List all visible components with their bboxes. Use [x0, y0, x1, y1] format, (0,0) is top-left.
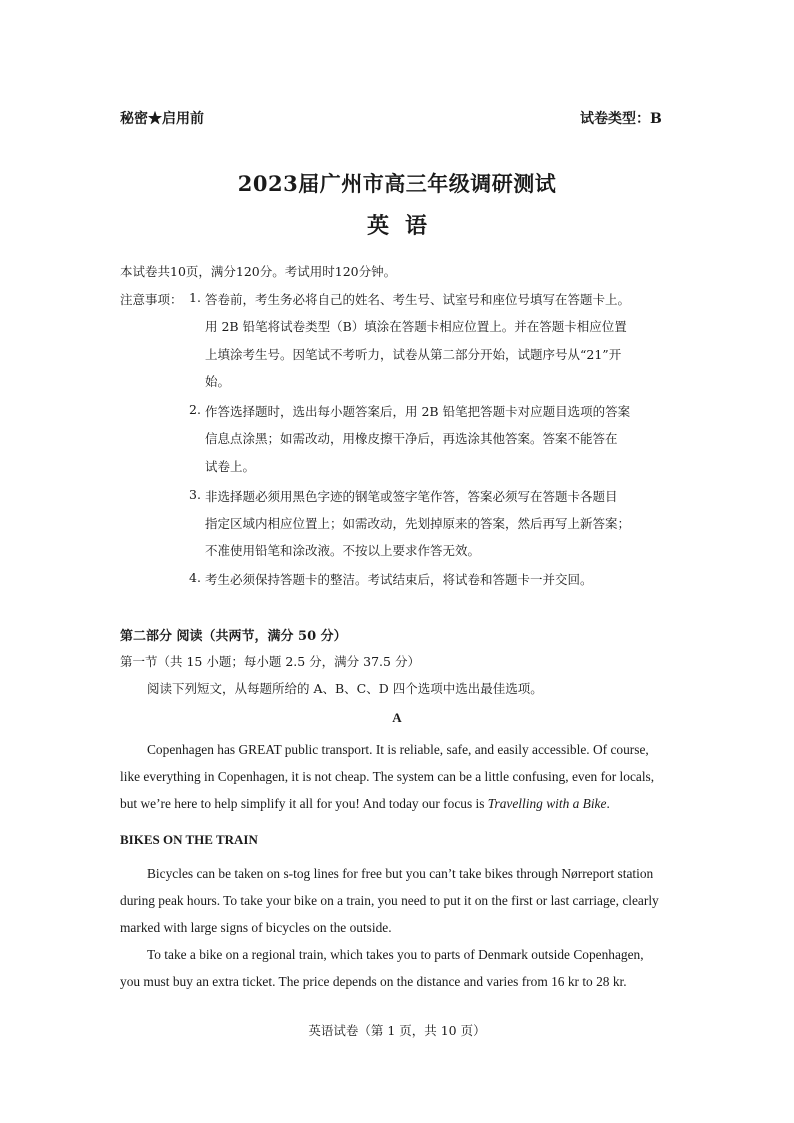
notice-line: 指定区域内相应位置上；如需改动，先划掉原来的答案，然后再写上新答案；	[205, 516, 631, 531]
italic-focus-text: Travelling with a Bike	[487, 796, 607, 811]
notice-line: 答卷前，考生务必将自己的姓名、考生号、试室号和座位号填写在答题卡上。	[205, 292, 631, 307]
reading-instruction: 阅读下列短文，从每题所给的 A、B、C、D 四个选项中选出最佳选项。	[147, 681, 543, 696]
paper-type-label: 试卷类型：B	[580, 111, 662, 127]
passage-line: you must buy an extra ticket. The price depends on the distance and varies from 16 kr to 28 kr.	[120, 974, 627, 989]
notice-line: 信息点涂黑；如需改动，用橡皮擦干净后，再选涂其他答案。答案不能答在	[205, 431, 618, 446]
notice-line: 试卷上。	[205, 459, 256, 474]
subject-title: 英语	[366, 213, 443, 239]
confidential-label: 秘密★启用前	[120, 111, 204, 127]
passage-letter: A	[392, 710, 402, 725]
part2-heading: 第二部分 阅读（共两节，满分 50 分）	[120, 629, 347, 644]
passage-subheading: BIKES ON THE TRAIN	[120, 832, 258, 847]
passage-line: Bicycles can be taken on s-tog lines for free but you can’t take bikes through Nørreport station	[147, 866, 654, 881]
notice-item-number: 2.	[189, 402, 201, 417]
passage-line: like everything in Copenhagen, it is not cheap. The system can be a little confusing, even for locals,	[120, 769, 655, 784]
section1-heading: 第一节（共 15 小题；每小题 2.5 分，满分 37.5 分）	[120, 654, 420, 669]
notice-line: 不准使用铅笔和涂改液。不按以上要求作答无效。	[205, 543, 481, 558]
notice-line: 用 2B 铅笔将试卷类型（B）填涂在答题卡相应位置上。并在答题卡相应位置	[205, 319, 627, 334]
notice-label: 注意事项：	[120, 292, 183, 307]
notice-line: 非选择题必须用黑色字迹的钢笔或签字笔作答，答案必须写在答题卡各题目	[205, 489, 618, 504]
passage-line: but we’re here to help simplify it all for you! And today our focus is Travelling with a Bike.	[120, 796, 610, 811]
page-title: 2023届广州市高三年级调研测试	[237, 171, 557, 196]
page-footer: 英语试卷（第 1 页，共 10 页）	[308, 1023, 486, 1038]
notice-item-number: 4.	[189, 570, 201, 585]
passage-line: marked with large signs of bicycles on the outside.	[120, 920, 392, 935]
notice-line: 考生必须保持答题卡的整洁。考试结束后，将试卷和答题卡一并交回。	[205, 572, 593, 587]
passage-line: To take a bike on a regional train, which takes you to parts of Denmark outside Copenhagen,	[147, 947, 644, 962]
notice-item-number: 3.	[189, 487, 201, 502]
notice-item-number: 1.	[189, 290, 201, 305]
notice-line: 始。	[205, 374, 231, 389]
passage-line: during peak hours. To take your bike on a train, you need to put it on the first or last carriage, clearly	[120, 893, 659, 908]
passage-line: Copenhagen has GREAT public transport. It is reliable, safe, and easily accessible. Of course,	[147, 742, 649, 757]
notice-line: 作答选择题时，选出每小题答案后，用 2B 铅笔把答题卡对应题目选项的答案	[205, 404, 631, 419]
exam-info: 本试卷共10页，满分120分。考试用时120分钟。	[120, 264, 397, 279]
notice-line: 上填涂考生号。因笔试不考听力，试卷从第二部分开始，试题序号从“21”开	[205, 347, 622, 362]
